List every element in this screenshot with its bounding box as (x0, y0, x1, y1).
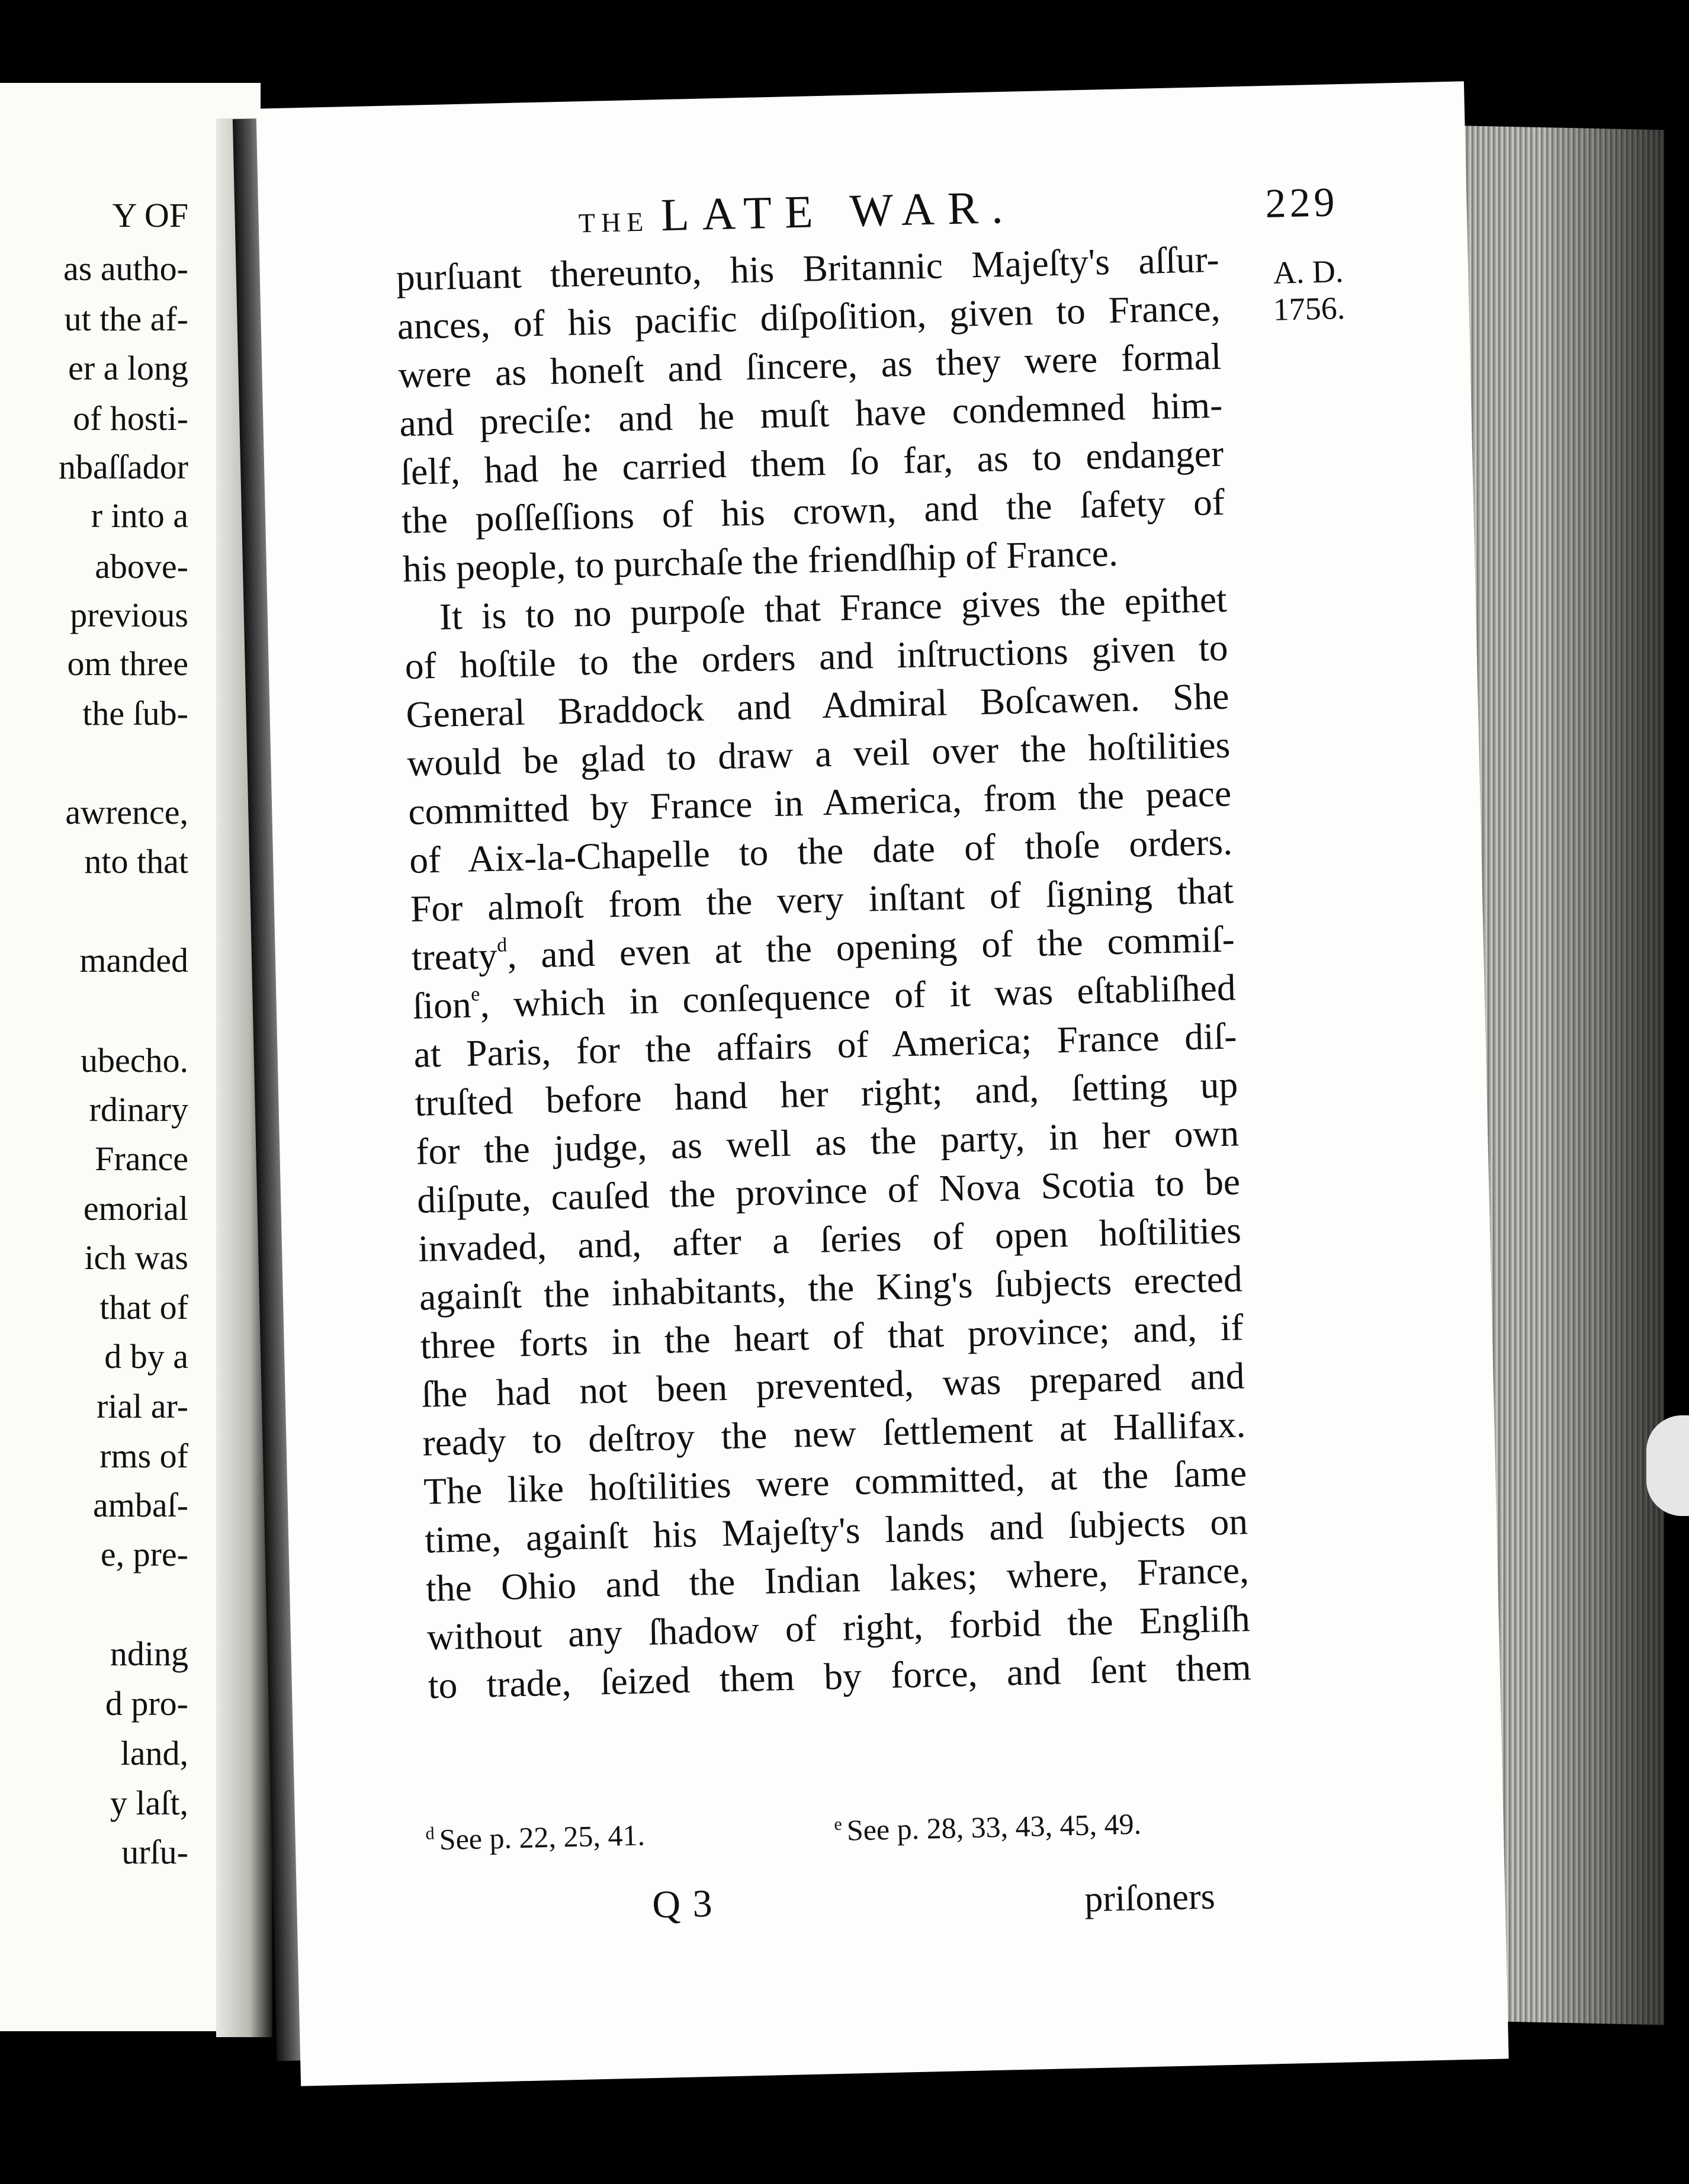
body-text (396, 235, 1251, 1710)
left-page-line: d pro- (105, 1684, 188, 1723)
body-line: purſuant thereunto, his Britannic Majeſty's aſſur- (396, 237, 1220, 299)
left-page-line: er a long (68, 349, 188, 387)
left-page-line: nbaſſador (58, 448, 188, 486)
body-line: ſelf, had he carried them ſo far, as to endanger (400, 432, 1224, 493)
fore-edge-shadow (1540, 118, 1676, 2037)
body-line: againſt the inhabitants, the King's ſubjects erected (419, 1257, 1243, 1318)
left-page-line: nto that (84, 842, 188, 881)
body-line: For almoſt from the very inſtant of ſigning that (410, 869, 1234, 930)
body-text-span: ſion (412, 983, 472, 1027)
body-line: committed by France in America, from the peace (407, 772, 1232, 833)
left-page-line: awrence, (65, 793, 188, 831)
left-page-line: emorial (83, 1189, 188, 1228)
footnote-mark-d: d (425, 1823, 435, 1843)
footnote-e (834, 1806, 1142, 1848)
body-line: without any ſhadow of right, forbid the Engliſh (426, 1597, 1251, 1658)
left-page-line: nding (110, 1634, 188, 1673)
body-line: and preciſe: and he muſt have condemned him- (399, 383, 1223, 445)
left-page-line: e, pre- (100, 1535, 188, 1573)
body-line: time, againſt his Majeſty's lands and ſubjects on (424, 1500, 1248, 1561)
body-line: his people, to purchaſe the friendſhip of France. (402, 531, 1119, 590)
left-page-line: rms of (99, 1437, 188, 1475)
footnote-d-text: See p. 22, 25, 41. (439, 1818, 646, 1857)
body-line: General Braddock and Admiral Boſcawen. She (405, 675, 1230, 736)
body-line: ready to deſtroy the new ſettlement at Hallifax. (422, 1403, 1247, 1464)
left-page-line: rial ar- (97, 1387, 188, 1425)
body-line: were as honeſt and ſincere, as they were formal (397, 335, 1222, 396)
body-line: truſted before hand her right; and, ſetting up (414, 1063, 1238, 1124)
left-page-line: ut the af- (64, 300, 188, 338)
running-head-the: THE (578, 206, 650, 239)
running-head (578, 181, 1017, 244)
left-page-line: Y OF (112, 196, 188, 235)
margin-note-year: 1756. (1273, 290, 1346, 327)
footnote-ref-e: e (470, 983, 480, 1006)
left-page-line: r into a (91, 496, 188, 535)
body-line: It is to no purpoſe that France gives the epithet (439, 577, 1228, 638)
body-line: of Aix-la-Chapelle to the date of thoſe orders. (409, 820, 1233, 882)
left-page-line: y laſt, (110, 1784, 188, 1822)
left-page-line: manded (79, 941, 188, 979)
left-page-line: of hosti- (73, 399, 188, 438)
body-line: for the judge, as well as the party, in her own (415, 1112, 1240, 1173)
body-line: the Ohio and the Indian lakes; where, France, (425, 1549, 1250, 1610)
left-page-line: ich was (84, 1238, 188, 1277)
margin-note (1254, 252, 1363, 328)
catchword: priſoners (1084, 1876, 1216, 1920)
left-page-line: ubecho. (81, 1041, 188, 1080)
body-line: The like hoſtilities were committed, at the ſame (423, 1451, 1247, 1512)
body-line: diſpute, cauſed the province of Nova Scotia to be (416, 1160, 1241, 1221)
left-page-line: urſu- (121, 1833, 188, 1871)
footnotes (425, 1804, 1255, 1870)
left-page-line: France (95, 1139, 188, 1178)
left-page-line: om three (67, 644, 188, 683)
left-page-line: ambaſ- (92, 1486, 188, 1524)
body-line: to trade, ſeized them by force, and ſent them (428, 1646, 1252, 1707)
body-line: three forts in the heart of that province; and, if (420, 1306, 1244, 1367)
body-line: of hoſtile to the orders and inſtructions given to (404, 626, 1229, 688)
left-page-line: land, (120, 1734, 188, 1772)
footnote-ref-d: d (496, 934, 508, 956)
body-text-span: , which in conſequence of it was eſtabliſhed (479, 966, 1237, 1026)
body-line: at Paris, for the affairs of America; France diſ- (413, 1014, 1238, 1075)
body-text-span: , and even at the opening of the commiſ- (506, 917, 1235, 977)
left-page-line: rdinary (89, 1090, 188, 1129)
body-line: the poſſeſſions of his crown, and the ſafety of (401, 480, 1225, 542)
signature-mark: Q 3 (651, 1881, 714, 1927)
page-number: 229 (1264, 179, 1339, 227)
left-page-line: as autho- (63, 249, 188, 288)
running-head-title: LATE WAR. (660, 181, 1017, 241)
body-line: would be glad to draw a veil over the hoſtilities (406, 723, 1231, 785)
right-page (256, 81, 1508, 2086)
footnote-e-text: See p. 28, 33, 43, 45, 49. (846, 1807, 1142, 1847)
left-page-line: the ſub- (82, 694, 188, 733)
left-page-line: previous (70, 596, 188, 634)
left-page-line: that of (99, 1288, 188, 1327)
footnote-mark-e: e (833, 1814, 843, 1835)
footnote-d (425, 1817, 645, 1857)
left-page-line: above- (95, 547, 188, 586)
margin-note-ad: A. D. (1273, 253, 1344, 291)
left-page-line: d by a (104, 1337, 188, 1376)
body-line: invaded, and, after a ſeries of open hoſtilities (418, 1209, 1242, 1270)
outer-edge-highlight (1646, 1415, 1689, 1516)
body-line: ances, of his pacific diſpoſition, given to France, (396, 286, 1221, 348)
body-text-span: treaty (411, 934, 498, 978)
body-line: ſhe had not been prevented, was prepared and (420, 1354, 1245, 1415)
